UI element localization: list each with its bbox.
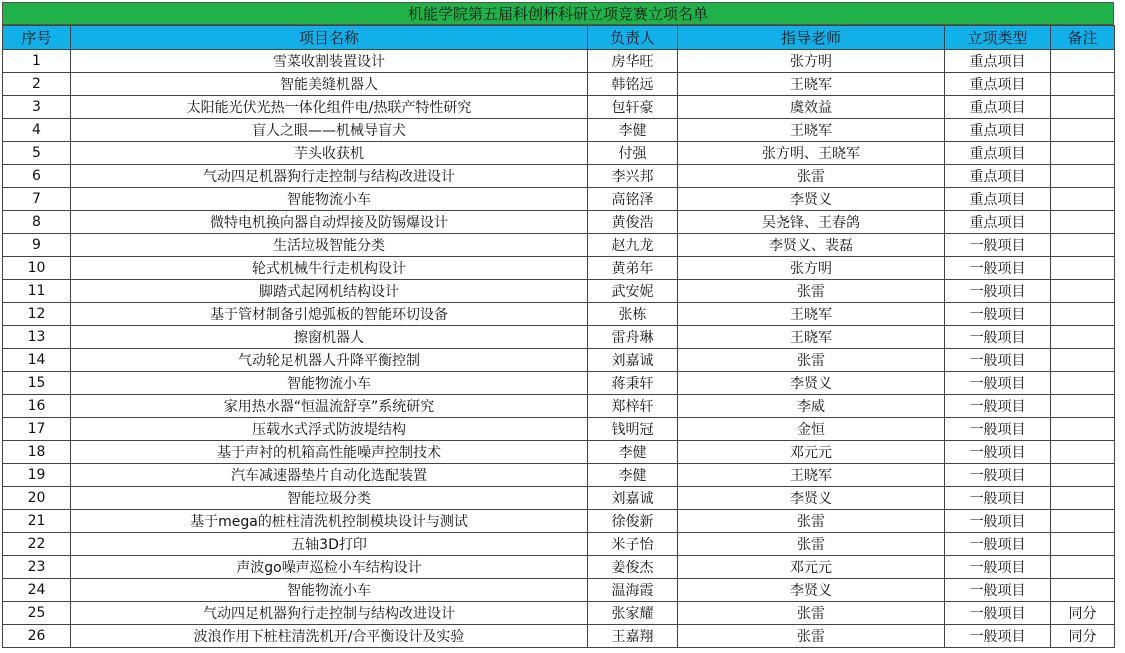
cell-project-name[interactable]: 轮式机械牛行走机构设计 (71, 257, 588, 280)
cell-remarks[interactable] (1051, 349, 1115, 372)
cell-remarks[interactable] (1051, 142, 1115, 165)
cell-advisor[interactable]: 王晓军 (678, 326, 945, 349)
cell-remarks[interactable] (1051, 50, 1115, 73)
cell-leader[interactable]: 李健 (588, 464, 678, 487)
cell-remarks[interactable] (1051, 441, 1115, 464)
cell-advisor[interactable]: 王晓军 (678, 464, 945, 487)
cell-index[interactable]: 13 (3, 326, 71, 349)
cell-project-name[interactable]: 脚踏式起网机结构设计 (71, 280, 588, 303)
cell-remarks[interactable] (1051, 418, 1115, 441)
cell-project-type[interactable]: 一般项目 (945, 303, 1051, 326)
cell-remarks[interactable] (1051, 487, 1115, 510)
cell-project-type[interactable]: 一般项目 (945, 372, 1051, 395)
cell-advisor[interactable]: 邓元元 (678, 556, 945, 579)
cell-advisor[interactable]: 王晓军 (678, 303, 945, 326)
cell-project-name[interactable]: 汽车减速器垫片自动化选配装置 (71, 464, 588, 487)
header-index[interactable]: 序号 (3, 26, 71, 50)
cell-project-type[interactable]: 一般项目 (945, 349, 1051, 372)
sheet-title[interactable]: 机能学院第五届科创杯科研立项竞赛立项名单 (2, 2, 1114, 25)
header-project-type[interactable]: 立项类型 (945, 26, 1051, 50)
table-row (3, 188, 1115, 211)
cell-project-name[interactable]: 太阳能光伏光热一体化组件电/热联产特性研究 (71, 96, 588, 119)
cell-remarks[interactable] (1051, 579, 1115, 602)
cell-project-name[interactable]: 擦窗机器人 (71, 326, 588, 349)
cell-advisor[interactable]: 金恒 (678, 418, 945, 441)
cell-project-type[interactable]: 一般项目 (945, 257, 1051, 280)
cell-project-type[interactable]: 一般项目 (945, 418, 1051, 441)
cell-index[interactable]: 12 (3, 303, 71, 326)
cell-project-name[interactable]: 基于声衬的机箱高性能噪声控制技术 (71, 441, 588, 464)
table-row (3, 395, 1115, 418)
cell-index[interactable]: 17 (3, 418, 71, 441)
cell-index[interactable]: 11 (3, 280, 71, 303)
cell-project-name[interactable]: 家用热水器“恒温流舒享”系统研究 (71, 395, 588, 418)
cell-project-name[interactable]: 微特电机换向器自动焊接及防锡爆设计 (71, 211, 588, 234)
table-row (3, 303, 1115, 326)
cell-project-type[interactable]: 一般项目 (945, 625, 1051, 648)
cell-project-name[interactable]: 压载水式浮式防波堤结构 (71, 418, 588, 441)
cell-project-name[interactable]: 智能物流小车 (71, 372, 588, 395)
cell-leader[interactable]: 刘嘉诚 (588, 349, 678, 372)
cell-index[interactable]: 20 (3, 487, 71, 510)
cell-advisor[interactable]: 张雷 (678, 602, 945, 625)
cell-index[interactable]: 8 (3, 211, 71, 234)
cell-index[interactable]: 1 (3, 50, 71, 73)
cell-leader[interactable]: 高铭泽 (588, 188, 678, 211)
cell-advisor[interactable]: 王晓军 (678, 73, 945, 96)
cell-project-type[interactable]: 一般项目 (945, 464, 1051, 487)
table-row (3, 142, 1115, 165)
table-row (3, 441, 1115, 464)
cell-advisor[interactable]: 李贤义 (678, 579, 945, 602)
table-row (3, 349, 1115, 372)
table-row (3, 50, 1115, 73)
header-advisor[interactable]: 指导老师 (678, 26, 945, 50)
cell-project-name[interactable]: 基于管材制备引熄弧板的智能环切设备 (71, 303, 588, 326)
cell-project-type[interactable]: 重点项目 (945, 50, 1051, 73)
table-row (3, 280, 1115, 303)
cell-remarks[interactable] (1051, 464, 1115, 487)
cell-remarks[interactable] (1051, 326, 1115, 349)
table-row (3, 487, 1115, 510)
cell-remarks[interactable] (1051, 188, 1115, 211)
cell-remarks[interactable] (1051, 211, 1115, 234)
cell-advisor[interactable]: 虞效益 (678, 96, 945, 119)
cell-index[interactable]: 21 (3, 510, 71, 533)
cell-index[interactable]: 22 (3, 533, 71, 556)
cell-remarks[interactable] (1051, 96, 1115, 119)
cell-advisor[interactable]: 张雷 (678, 625, 945, 648)
table-row (3, 510, 1115, 533)
cell-leader[interactable]: 黄弟年 (588, 257, 678, 280)
cell-project-name[interactable]: 五轴3D打印 (71, 533, 588, 556)
cell-index[interactable]: 24 (3, 579, 71, 602)
cell-index[interactable]: 3 (3, 96, 71, 119)
cell-project-type[interactable]: 一般项目 (945, 556, 1051, 579)
cell-leader[interactable]: 付强 (588, 142, 678, 165)
cell-index[interactable]: 15 (3, 372, 71, 395)
spreadsheet (2, 2, 1114, 648)
table-row (3, 533, 1115, 556)
cell-project-name[interactable]: 气动轮足机器人升降平衡控制 (71, 349, 588, 372)
cell-leader[interactable]: 李健 (588, 441, 678, 464)
cell-advisor[interactable]: 张雷 (678, 165, 945, 188)
cell-index[interactable]: 18 (3, 441, 71, 464)
cell-leader[interactable]: 房华旺 (588, 50, 678, 73)
cell-advisor[interactable]: 张方明 (678, 257, 945, 280)
cell-advisor[interactable]: 张雷 (678, 533, 945, 556)
cell-index[interactable]: 9 (3, 234, 71, 257)
cell-leader[interactable]: 钱明冠 (588, 418, 678, 441)
cell-advisor[interactable]: 张雷 (678, 510, 945, 533)
cell-advisor[interactable]: 李贤义 (678, 372, 945, 395)
cell-project-type[interactable]: 重点项目 (945, 211, 1051, 234)
cell-index[interactable]: 10 (3, 257, 71, 280)
cell-project-type[interactable]: 一般项目 (945, 441, 1051, 464)
cell-project-type[interactable]: 重点项目 (945, 96, 1051, 119)
cell-project-type[interactable]: 重点项目 (945, 119, 1051, 142)
cell-project-name[interactable]: 波浪作用下桩柱清洗机开/合平衡设计及实验 (71, 625, 588, 648)
cell-advisor[interactable]: 王晓军 (678, 119, 945, 142)
cell-project-type[interactable]: 一般项目 (945, 395, 1051, 418)
header-leader[interactable]: 负责人 (588, 26, 678, 50)
cell-leader[interactable]: 温海霞 (588, 579, 678, 602)
cell-project-type[interactable]: 一般项目 (945, 579, 1051, 602)
cell-project-type[interactable]: 重点项目 (945, 73, 1051, 96)
cell-leader[interactable]: 包轩豪 (588, 96, 678, 119)
cell-advisor[interactable]: 李贤义 (678, 487, 945, 510)
cell-remarks[interactable] (1051, 257, 1115, 280)
cell-project-type[interactable]: 一般项目 (945, 234, 1051, 257)
cell-advisor[interactable]: 张雷 (678, 280, 945, 303)
cell-index[interactable]: 6 (3, 165, 71, 188)
table-row (3, 211, 1115, 234)
cell-remarks[interactable] (1051, 73, 1115, 96)
cell-remarks[interactable] (1051, 303, 1115, 326)
cell-remarks[interactable] (1051, 533, 1115, 556)
cell-leader[interactable]: 姜俊杰 (588, 556, 678, 579)
cell-project-name[interactable]: 基于mega的桩柱清洗机控制模块设计与测试 (71, 510, 588, 533)
cell-index[interactable]: 25 (3, 602, 71, 625)
table-row (3, 556, 1115, 579)
cell-project-type[interactable]: 一般项目 (945, 487, 1051, 510)
cell-advisor[interactable]: 邓元元 (678, 441, 945, 464)
table-row (3, 579, 1115, 602)
cell-project-name[interactable]: 生活垃圾智能分类 (71, 234, 588, 257)
cell-leader[interactable]: 米子怡 (588, 533, 678, 556)
project-table (2, 25, 1115, 648)
cell-project-type[interactable]: 一般项目 (945, 602, 1051, 625)
cell-advisor[interactable]: 张方明、王晓军 (678, 142, 945, 165)
cell-index[interactable]: 16 (3, 395, 71, 418)
cell-index[interactable]: 2 (3, 73, 71, 96)
cell-project-name[interactable]: 雪菜收割装置设计 (71, 50, 588, 73)
cell-project-name[interactable]: 芋头收获机 (71, 142, 588, 165)
cell-leader[interactable]: 张栋 (588, 303, 678, 326)
cell-index[interactable]: 19 (3, 464, 71, 487)
cell-project-name[interactable]: 智能物流小车 (71, 579, 588, 602)
cell-project-type[interactable]: 一般项目 (945, 326, 1051, 349)
cell-index[interactable]: 4 (3, 119, 71, 142)
cell-index[interactable]: 23 (3, 556, 71, 579)
cell-remarks[interactable]: 同分 (1051, 602, 1115, 625)
table-row (3, 73, 1115, 96)
cell-remarks[interactable] (1051, 372, 1115, 395)
cell-leader[interactable]: 韩铭远 (588, 73, 678, 96)
header-row (3, 26, 1115, 50)
cell-leader[interactable]: 蒋秉轩 (588, 372, 678, 395)
cell-leader[interactable]: 张家耀 (588, 602, 678, 625)
cell-leader[interactable]: 武安妮 (588, 280, 678, 303)
cell-project-type[interactable]: 一般项目 (945, 533, 1051, 556)
cell-leader[interactable]: 郑梓轩 (588, 395, 678, 418)
cell-index[interactable]: 14 (3, 349, 71, 372)
cell-leader[interactable]: 黄俊浩 (588, 211, 678, 234)
cell-project-type[interactable]: 一般项目 (945, 280, 1051, 303)
cell-project-name[interactable]: 气动四足机器狗行走控制与结构改进设计 (71, 602, 588, 625)
cell-leader[interactable]: 刘嘉诚 (588, 487, 678, 510)
table-row (3, 234, 1115, 257)
cell-leader[interactable]: 雷舟琳 (588, 326, 678, 349)
cell-project-name[interactable]: 智能美缝机器人 (71, 73, 588, 96)
cell-remarks[interactable] (1051, 234, 1115, 257)
cell-project-name[interactable]: 盲人之眼——机械导盲犬 (71, 119, 588, 142)
table-row (3, 96, 1115, 119)
cell-project-name[interactable]: 气动四足机器狗行走控制与结构改进设计 (71, 165, 588, 188)
cell-advisor[interactable]: 李贤义、裴磊 (678, 234, 945, 257)
cell-project-type[interactable]: 重点项目 (945, 142, 1051, 165)
cell-advisor[interactable]: 吴尧锋、王春鸽 (678, 211, 945, 234)
cell-project-name[interactable]: 智能垃圾分类 (71, 487, 588, 510)
table-row (3, 257, 1115, 280)
cell-index[interactable]: 7 (3, 188, 71, 211)
cell-leader[interactable]: 李健 (588, 119, 678, 142)
table-row (3, 625, 1115, 648)
table-row (3, 326, 1115, 349)
cell-index[interactable]: 26 (3, 625, 71, 648)
table-row (3, 165, 1115, 188)
cell-advisor[interactable]: 李贤义 (678, 188, 945, 211)
header-remarks[interactable]: 备注 (1051, 26, 1115, 50)
cell-project-name[interactable]: 声波go噪声巡检小车结构设计 (71, 556, 588, 579)
table-row (3, 119, 1115, 142)
table-row (3, 464, 1115, 487)
cell-remarks[interactable] (1051, 510, 1115, 533)
cell-index[interactable]: 5 (3, 142, 71, 165)
table-row (3, 418, 1115, 441)
cell-advisor[interactable]: 李威 (678, 395, 945, 418)
cell-project-type[interactable]: 重点项目 (945, 188, 1051, 211)
cell-remarks[interactable] (1051, 280, 1115, 303)
cell-project-name[interactable]: 智能物流小车 (71, 188, 588, 211)
cell-remarks[interactable] (1051, 165, 1115, 188)
table-row (3, 602, 1115, 625)
cell-leader[interactable]: 徐俊新 (588, 510, 678, 533)
cell-advisor[interactable]: 张方明 (678, 50, 945, 73)
cell-remarks[interactable] (1051, 556, 1115, 579)
cell-project-type[interactable]: 一般项目 (945, 510, 1051, 533)
cell-advisor[interactable]: 张雷 (678, 349, 945, 372)
cell-project-type[interactable]: 重点项目 (945, 165, 1051, 188)
cell-leader[interactable]: 赵九龙 (588, 234, 678, 257)
table-row (3, 372, 1115, 395)
cell-leader[interactable]: 李兴邦 (588, 165, 678, 188)
cell-remarks[interactable] (1051, 395, 1115, 418)
cell-leader[interactable]: 王嘉翔 (588, 625, 678, 648)
cell-remarks[interactable]: 同分 (1051, 625, 1115, 648)
cell-remarks[interactable] (1051, 119, 1115, 142)
header-project-name[interactable]: 项目名称 (71, 26, 588, 50)
